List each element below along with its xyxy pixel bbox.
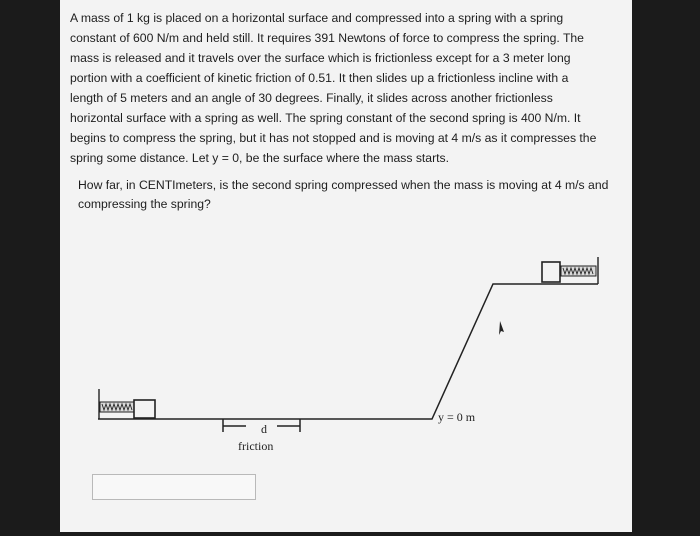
y-zero-label: y = 0 m <box>438 410 476 424</box>
problem-line: mass is released and it travels over the surface which is frictionless except for a 3 meter long <box>70 51 571 65</box>
distance-label: d <box>261 422 267 436</box>
question-card <box>60 0 632 532</box>
problem-line: spring some distance. Let y = 0, be the surface where the mass starts. <box>70 151 450 165</box>
cursor-icon <box>499 321 504 335</box>
question-line: How far, in CENTImeters, is the second spring compressed when the mass is moving at 4 m/s and <box>78 178 609 192</box>
problem-line: A mass of 1 kg is placed on a horizontal surface and compressed into a spring with a spring <box>70 11 564 25</box>
mass-block-top <box>542 262 560 282</box>
problem-line: begins to compress the spring, but it has not stopped and is moving at 4 m/s as it compresses the <box>70 131 597 145</box>
second-spring <box>561 257 598 284</box>
problem-line: length of 5 meters and an angle of 30 degrees. Finally, it slides across another frictionless <box>70 91 553 105</box>
friction-label: friction <box>238 439 274 453</box>
problem-line: constant of 600 N/m and held still. It requires 391 Newtons of force to compress the spring. The <box>70 31 584 45</box>
problem-line: portion with a coefficient of kinetic friction of 0.51. It then slides up a frictionless incline with a <box>70 71 569 85</box>
problem-line: horizontal surface with a spring as well. The spring constant of the second spring is 400 N/m. It <box>70 111 581 125</box>
mass-block <box>134 400 155 418</box>
physics-diagram <box>60 0 632 532</box>
question-line: compressing the spring? <box>78 197 211 211</box>
answer-input[interactable] <box>92 474 256 500</box>
first-spring <box>99 389 134 419</box>
track-surface <box>98 284 598 419</box>
